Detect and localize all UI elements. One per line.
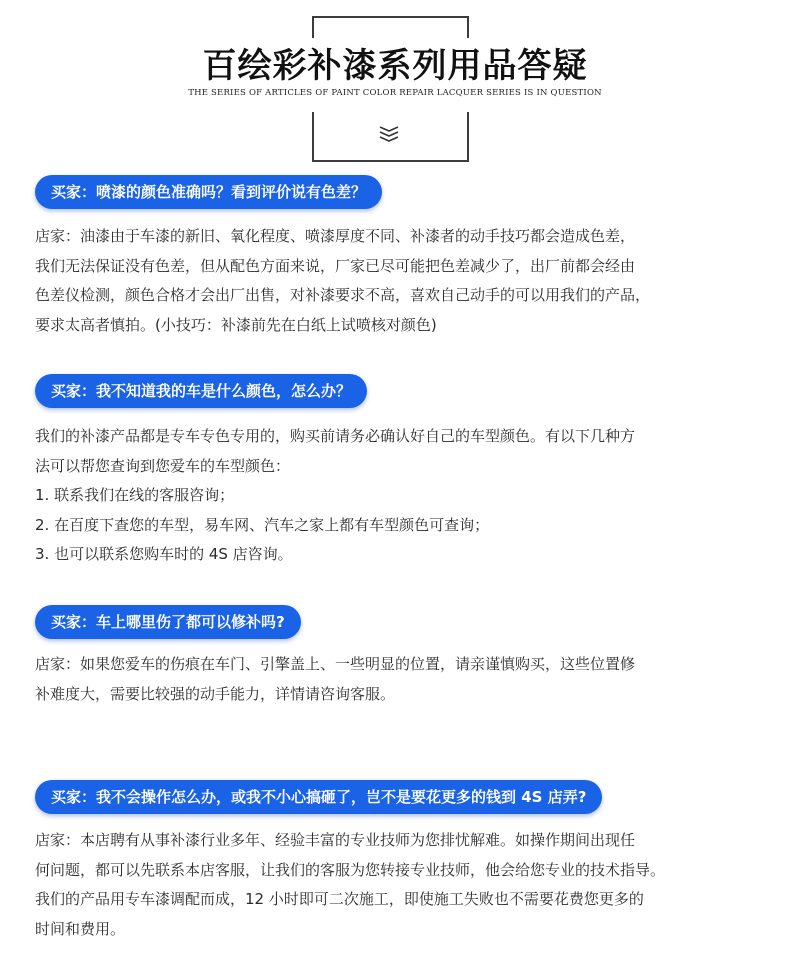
faq-question-unknown-color: 买家：我不知道我的车是什么颜色，怎么办？	[35, 374, 367, 408]
header-frame-left-lower	[312, 112, 314, 162]
faq-answer-unknown-color	[35, 422, 760, 570]
answer-line: 时间和费用。	[35, 919, 126, 938]
answer-line: 店家：本店聘有从事补漆行业多年、经验丰富的专业技师为您排忧解难。如操作期间出现任	[35, 831, 636, 849]
page-subtitle: THE SERIES OF ARTICLES OF PAINT COLOR REPAIR LACQUER SERIES IS IN QUESTION	[188, 88, 602, 98]
answer-line: 3. 也可以联系您购车时的 4S 店咨询。	[35, 545, 293, 563]
faq-answer-color-accuracy	[35, 222, 760, 340]
faq-question-color-accuracy: 买家：喷漆的颜色准确吗？看到评价说有色差？	[35, 175, 382, 209]
answer-line: 补难度大，需要比较强的动手能力，详情请咨询客服。	[35, 684, 396, 703]
faq-question-repair-scope: 买家：车上哪里伤了都可以修补吗?	[35, 605, 301, 639]
answer-line: 店家：油漆由于车漆的新旧、氧化程度、喷漆厚度不同、补漆者的动手技巧都会造成色差，	[35, 227, 636, 245]
answer-line: 要求太高者慎拍。(小技巧：补漆前先在白纸上试喷核对颜色)	[35, 315, 437, 334]
answer-line: 1. 联系我们在线的客服咨询；	[35, 486, 235, 504]
answer-line: 我们的补漆产品都是专车专色专用的，购买前请务必确认好自己的车型颜色。有以下几种方	[35, 427, 636, 445]
header-frame-top	[312, 16, 469, 18]
answer-line: 2. 在百度下查您的车型，易车网、汽车之家上都有车型颜色可查询；	[35, 515, 490, 534]
answer-line: 我们的产品用专车漆调配而成，12 小时即可二次施工，即使施工失败也不需要花费您更多的	[35, 890, 644, 908]
answer-line: 法可以帮您查询到您爱车的车型颜色：	[35, 456, 291, 475]
faq-answer-repair-scope	[35, 650, 760, 709]
page-title: 百绘彩补漆系列用品答疑	[202, 46, 588, 86]
answer-line: 店家：如果您爱车的伤痕在车门、引擎盖上、一些明显的位置，请亲谨慎购买，这些位置修	[35, 655, 636, 673]
answer-line: 我们无法保证没有色差，但从配色方面来说，厂家已尽可能把色差减少了，出厂前都会经由	[35, 256, 636, 275]
answer-line: 何问题，都可以先联系本店客服，让我们的客服为您转接专业技师，他会给您专业的技术指导。	[35, 860, 666, 879]
header-frame-right-lower	[467, 112, 469, 162]
triple-chevron-down-icon	[377, 124, 401, 144]
faq-answer-operation-help	[35, 826, 760, 944]
header-frame-left-upper	[312, 16, 314, 38]
answer-line: 色差仪检测，颜色合格才会出厂出售，对补漆要求不高，喜欢自己动手的可以用我们的产品，	[35, 286, 651, 304]
header-frame-bottom	[312, 160, 469, 162]
faq-question-operation-help: 买家：我不会操作怎么办，或我不小心搞砸了，岂不是要花更多的钱到 4S 店弄?	[35, 780, 602, 814]
header-frame-right-upper	[467, 16, 469, 38]
